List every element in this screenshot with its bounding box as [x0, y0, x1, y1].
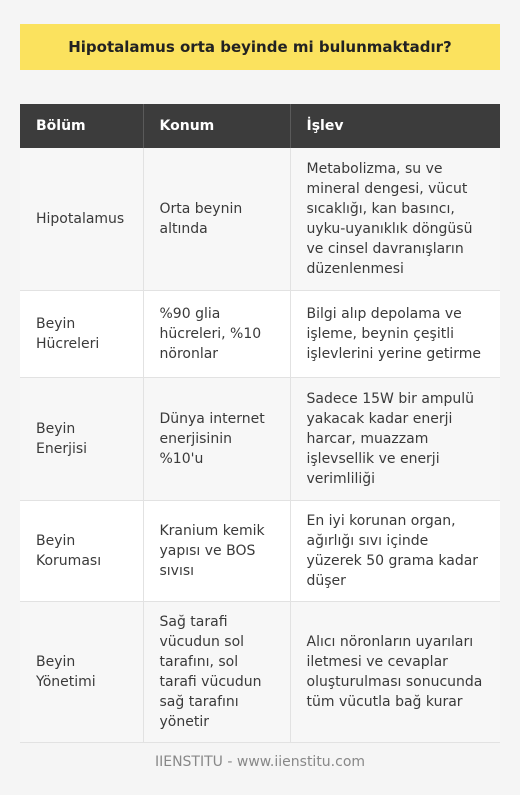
info-table — [20, 104, 500, 743]
cell-konum: Sağ tarafi vücudun sol tarafını, sol tarafi vücudun sağ tarafını yönetir — [143, 601, 290, 742]
cell-konum: Kranium kemik yapısı ve BOS sıvısı — [143, 500, 290, 601]
cell-islev: Metabolizma, su ve mineral dengesi, vücut sıcaklığı, kan basıncı, uyku-uyanıklık döngüsü ve cinsel davranışların düzenlenmesi — [290, 148, 500, 290]
cell-konum: %90 glia hücreleri, %10 nöronlar — [143, 290, 290, 377]
cell-bolum: Beyin Koruması — [20, 500, 143, 601]
cell-konum: Orta beynin altında — [143, 148, 290, 290]
table-header-row — [20, 104, 500, 148]
cell-bolum: Beyin Hücreleri — [20, 290, 143, 377]
footer-text: IIENSTITU - www.iienstitu.com — [154, 754, 366, 770]
header-bolum: Bölüm — [20, 104, 143, 148]
cell-islev: Alıcı nöronların uyarıları iletmesi ve cevaplar oluşturulması sonucunda tüm vücutla bağ kurar — [290, 601, 500, 742]
table-row — [20, 601, 500, 742]
cell-konum: Dünya internet enerjisinin %10'u — [143, 377, 290, 500]
cell-bolum: Beyin Enerjisi — [20, 377, 143, 500]
table-row — [20, 148, 500, 290]
table-row — [20, 500, 500, 601]
page-title-text: Hipotalamus orta beyinde mi bulunmaktadır? — [68, 38, 452, 56]
table-row — [20, 377, 500, 500]
header-islev: İşlev — [290, 104, 500, 148]
table-row — [20, 290, 500, 377]
cell-bolum: Hipotalamus — [20, 148, 143, 290]
cell-islev: Sadece 15W bir ampulü yakacak kadar enerji harcar, muazzam işlevsellik ve enerji verimliliği — [290, 377, 500, 500]
page-title — [20, 24, 500, 70]
cell-islev: Bilgi alıp depolama ve işleme, beynin çeşitli işlevlerini yerine getirme — [290, 290, 500, 377]
cell-bolum: Beyin Yönetimi — [20, 601, 143, 742]
cell-islev: En iyi korunan organ, ağırlığı sıvı içinde yüzerek 50 grama kadar düşer — [290, 500, 500, 601]
header-konum: Konum — [143, 104, 290, 148]
footer — [0, 754, 520, 770]
